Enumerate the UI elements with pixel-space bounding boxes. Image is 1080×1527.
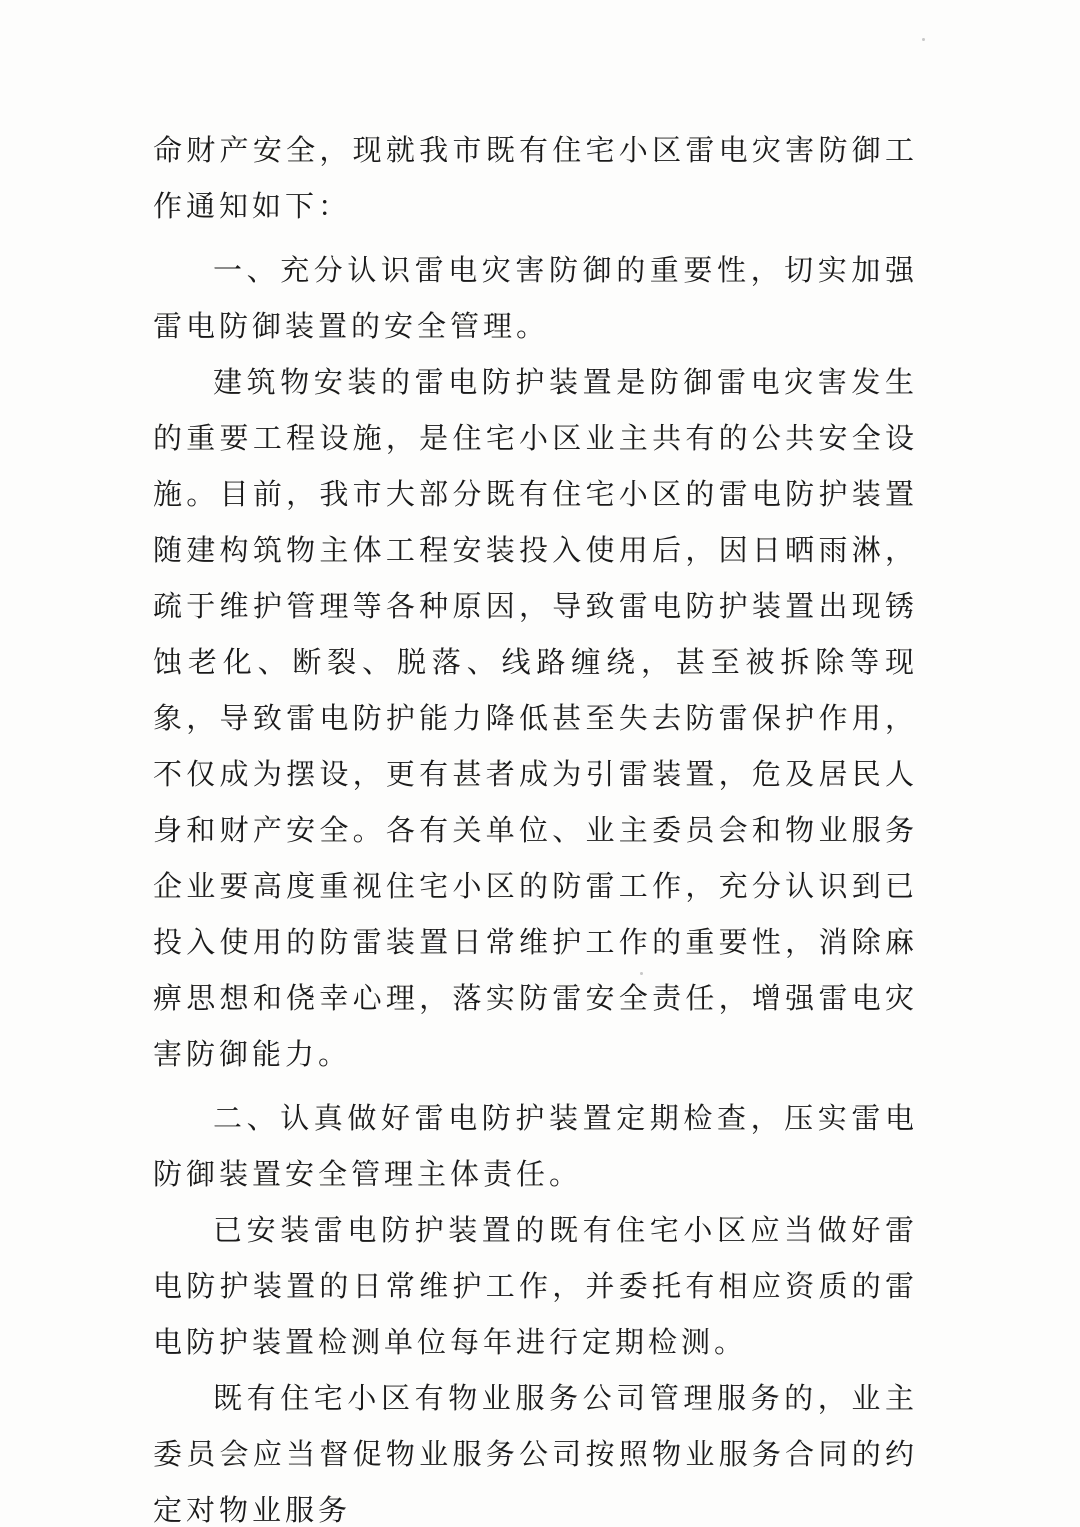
scan-speck — [922, 38, 925, 41]
paragraph-body: 建筑物安装的雷电防护装置是防御雷电灾害发生的重要工程设施，是住宅小区业主共有的公共安全设施。目前，我市大部分既有住宅小区的雷电防护装置随建构筑物主体工程安装投入使用后，因日晒雨淋，疏于维护管理等各种原因，导致雷电防护装置出现锈蚀老化、断裂、脱落、线路缠绕，甚至被拆除等现象，导致雷电防护能力降低甚至失去防雷保护作用，不仅成为摆设，更有甚者成为引雷装置，危及居民人身和财产安全。各有关单位、业主委员会和物业服务企业要高度重视住宅小区的防雷工作，充分认识到已投入使用的防雷装置日常维护工作的重要性，消除麻痹思想和侥幸心理，落实防雷安全责任，增强雷电灾害防御能力。 — [153, 365, 918, 1071]
scan-speck — [640, 972, 643, 975]
paragraph-continuation: 命财产安全，现就我市既有住宅小区雷电灾害防御工作通知如下： — [153, 133, 918, 223]
section-heading-2: 二、认真做好雷电防护装置定期检查，压实雷电防御装置安全管理主体责任。 — [153, 1101, 918, 1191]
section-heading-1: 一、充分认识雷电灾害防御的重要性，切实加强雷电防御装置的安全管理。 — [153, 253, 918, 343]
document-body — [153, 122, 918, 1527]
paragraph-body: 既有住宅小区有物业服务公司管理服务的，业主委员会应当督促物业服务公司按照物业服务合同的约定对物业服务 — [153, 1381, 918, 1527]
paragraph-body: 已安装雷电防护装置的既有住宅小区应当做好雷电防护装置的日常维护工作，并委托有相应资质的雷电防护装置检测单位每年进行定期检测。 — [153, 1213, 918, 1359]
